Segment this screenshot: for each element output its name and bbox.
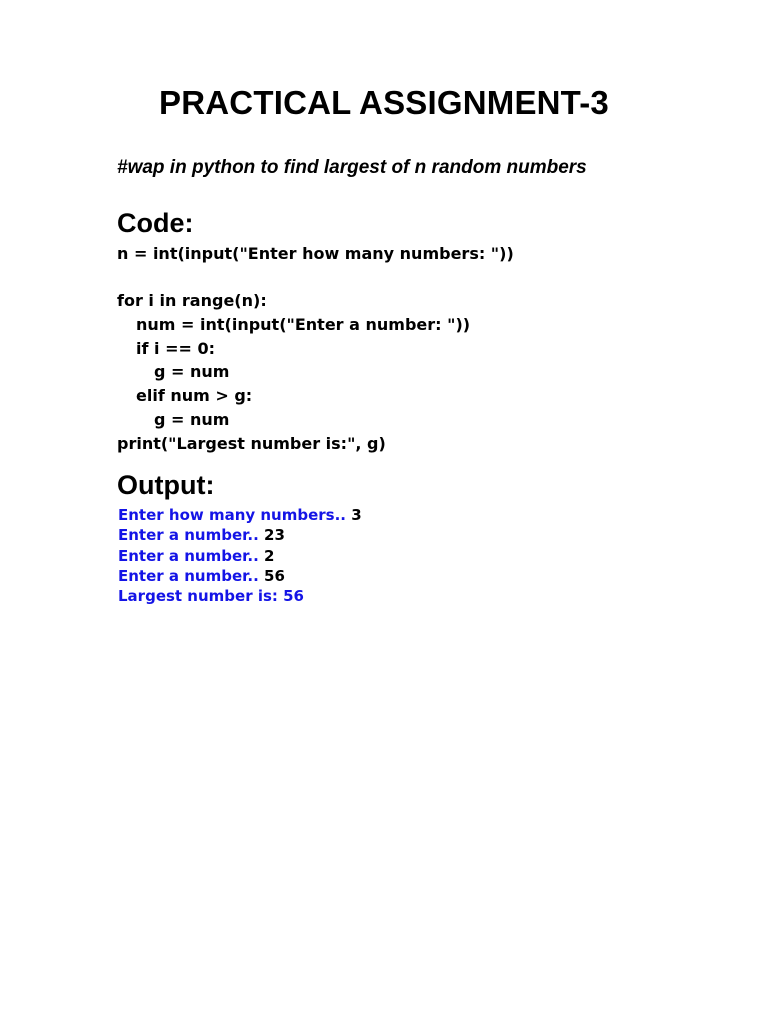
code-line: g = num — [154, 409, 230, 429]
code-line — [117, 266, 514, 290]
output-heading: Output: — [117, 470, 215, 500]
output-prompt: Enter a number.. — [118, 566, 265, 585]
output-line — [118, 525, 362, 545]
code-line: for i in range(n): — [117, 291, 267, 311]
assignment-description: #wap in python to find largest of n random numbers — [117, 157, 587, 178]
code-line: if i == 0: — [136, 338, 215, 358]
output-line — [118, 546, 362, 566]
code-heading: Code: — [117, 208, 194, 238]
output-value: 56 — [264, 566, 285, 585]
code-line: elif num > g: — [136, 386, 253, 406]
page-title: PRACTICAL ASSIGNMENT-3 — [159, 84, 609, 121]
output-line — [118, 586, 362, 606]
output-prompt: Enter a number.. — [118, 546, 265, 565]
code-listing — [117, 242, 514, 455]
program-output — [118, 505, 362, 606]
output-prompt: Enter a number.. — [118, 526, 265, 545]
output-line — [118, 566, 362, 586]
code-line: num = int(input("Enter a number: ")) — [136, 315, 471, 335]
output-value: 23 — [264, 526, 285, 545]
code-line: n = int(input("Enter how many numbers: ")) — [117, 244, 514, 263]
output-prompt: Enter how many numbers.. — [118, 506, 352, 524]
output-line — [118, 505, 362, 525]
output-value: 3 — [351, 506, 362, 524]
output-prompt: Largest number is: 56 — [118, 587, 304, 606]
output-value: 2 — [264, 546, 275, 565]
code-line: print("Largest number is:", g) — [117, 433, 386, 453]
code-line: g = num — [154, 362, 230, 382]
